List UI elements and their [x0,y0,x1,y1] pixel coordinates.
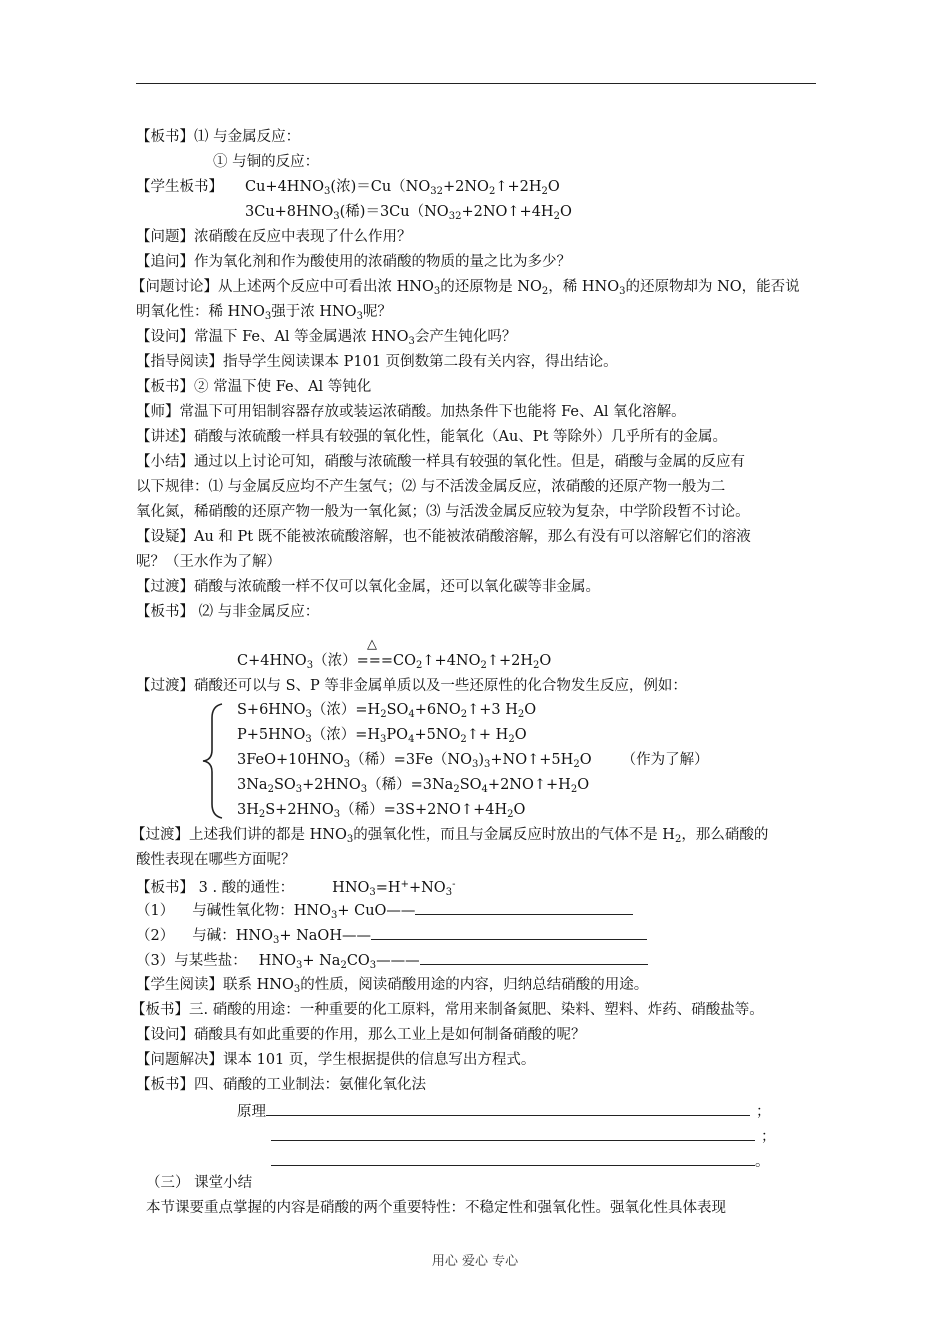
answer-blank[interactable] [271,1151,755,1166]
reaction-line: $S+6HNO_3$（浓）$=H_2SO_4+6NO_2↑+3$ $H_2O$ [237,702,537,720]
line: 【板书】⑴ 与金属反应： [136,129,301,145]
line: 以下规律：⑴ 与金属反应均不产生氢气；⑵ 与不活泼金属反应，浓硝酸的还原产物一般为二 [136,479,726,495]
line: 【问题】浓硝酸在反应中表现了什么作用？ [136,229,412,245]
reaction-line: $3FeO+10HNO_3$（稀）$=3Fe(NO_3)_3+NO↑+5H_2O$ （作为了解） [237,752,709,770]
answer-blank[interactable] [420,950,648,965]
line: 原理 ； [237,1101,771,1122]
line: 本节课要重点掌握的内容是硝酸的两个重要特性：不稳定性和强氧化性。强氧化性具体表现 [146,1200,726,1216]
line: 【板书】 3 . 酸的通性： $HNO_3=H^++NO_3^-$ [136,879,456,898]
line: 【小结】通过以上讨论可知，硝酸与浓硫酸一样具有较强的氧化性。但是，硝酸与金属的反应有 [136,454,745,470]
reaction-line: $3H_2S+2HNO_3$（稀）$=3S+2NO↑+4H_2O$ [237,802,526,820]
reaction-line: $3Na_2SO_3+2HNO_3$（稀）$=3Na_2SO_4+2NO↑+H_2O$ [237,777,590,795]
page-footer: 用心 爱心 专心 [431,1254,519,1269]
line: 【问题讨论】从上述两个反应中可看出浓 $HNO_3$的还原物是 $NO_2$，稀 $HNO_3$的还原物却为 NO，能否说 [131,279,800,297]
line: 【板书】四、硝酸的工业制法：氨催化氧化法 [136,1077,426,1093]
line: 【板书】② 常温下使 Fe、Al 等钝化 [136,379,372,395]
line: 呢？（王水作为了解） [136,554,281,570]
line: （3）与某些盐： $HNO_3+$ $Na_2CO_3———$ [136,950,648,976]
line: 氧化氮，稀硝酸的还原产物一般为一氧化氮；⑶ 与活泼金属反应较为复杂，中学阶段暂不讨论。 [136,504,750,520]
line: $C+4HNO_3$（浓）$===CO_2↑+4NO_2↑+2H_2O$ [237,653,552,671]
answer-blank[interactable] [266,1101,750,1116]
line: 【过渡】硝酸还可以与 S、P 等非金属单质以及一些还原性的化合物发生反应，例如： [136,678,687,694]
line: 明氧化性：稀 $HNO_3$强于浓 $HNO_3$呢？ [136,304,392,322]
reaction-line: $P+5HNO_3$（浓）$=H_3PO_4+5NO_2↑+ H_2O$ [237,727,527,745]
line: 【设疑】Au 和 Pt 既不能被浓硫酸溶解，也不能被浓硝酸溶解，那么有没有可以溶解它们的溶液 [136,529,751,545]
line: 【指导阅读】指导学生阅读课本 P101 页倒数第二段有关内容，得出结论。 [136,354,618,370]
line: （2） 与碱：$HNO_3+$ NaOH—— [136,925,647,951]
brace-icon [200,702,228,820]
answer-blank[interactable] [271,1126,755,1141]
line: 【师】常温下可用铝制容器存放或装运浓硝酸。加热条件下也能将 Fe、Al 氧化溶解。 [136,404,686,420]
line: （1） 与碱性氧化物：$HNO_3+$ CuO—— [136,900,633,926]
heat-symbol: △ [367,637,377,652]
line: 。 [271,1151,770,1172]
line: 【设问】硝酸具有如此重要的作用，那么工业上是如何制备硝酸的呢？ [136,1027,586,1043]
answer-blank[interactable] [415,900,633,915]
line: ① 与铜的反应： [213,154,320,170]
header-rule [136,83,816,84]
line: 【追问】作为氧化剂和作为酸使用的浓硝酸的物质的量之比为多少？ [136,254,571,270]
line: 【设问】常温下 Fe、Al 等金属遇浓 $HNO_3$会产生钝化吗？ [136,329,517,347]
line: 【问题解决】课本 101 页，学生根据提供的信息写出方程式。 [136,1052,536,1068]
line: 【学生板书】 $Cu+4HNO_3$(浓)$=Cu(NO_{32}+2NO_2↑+2H_2O$ [136,179,560,197]
answer-blank[interactable] [371,925,647,940]
line: 【过渡】上述我们讲的都是 $HNO_3$的强氧化性，而且与金属反应时放出的气体不是 $H_2$，那么硝酸的 [131,827,769,845]
line: 【过渡】硝酸与浓硫酸一样不仅可以氧化金属，还可以氧化碳等非金属。 [136,579,600,595]
line: 【板书】三. 硝酸的用途：一种重要的化工原料，常用来制备氮肥、染料、塑料、炸药、硝酸盐等。 [131,1002,764,1018]
line: 【讲述】硝酸与浓硫酸一样具有较强的氧化性，能氧化（Au、Pt 等除外）几乎所有的金属。 [136,429,727,445]
line: ； [271,1126,776,1147]
line: 酸性表现在哪些方面呢？ [136,852,296,868]
section-heading: （三） 课堂小结 [146,1175,253,1191]
line: 【板书】 ⑵ 与非金属反应： [136,604,320,620]
line: 【学生阅读】联系 $HNO_3$的性质，阅读硝酸用途的内容，归纳总结硝酸的用途。 [136,977,649,995]
line: $3Cu+8HNO_3$(稀)$=3Cu(NO_{32}+2NO↑+4H_2O$ [245,204,572,222]
